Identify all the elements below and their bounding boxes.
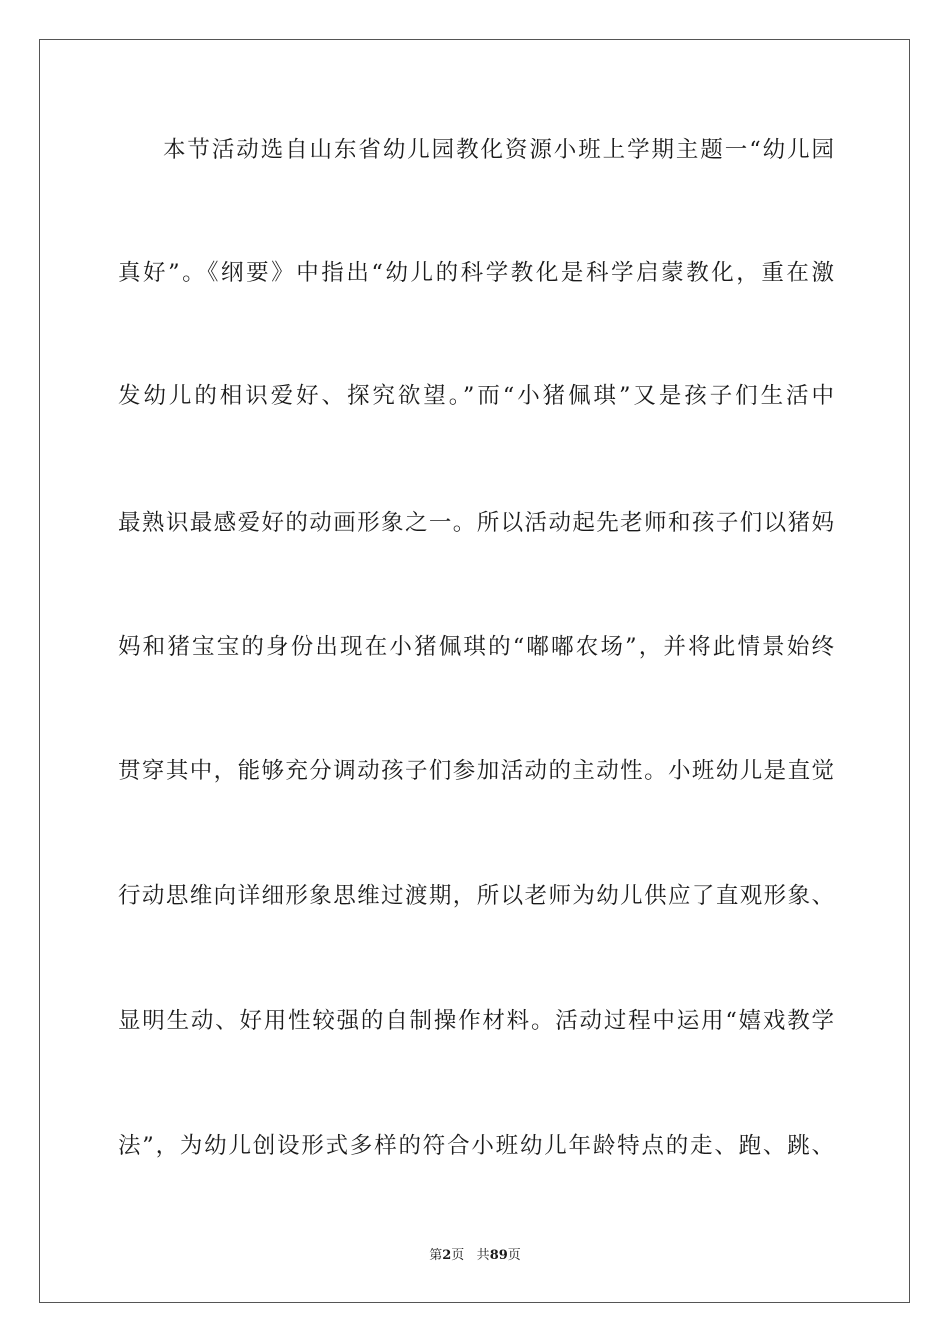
paragraph-line-6: 贯穿其中，能够充分调动孩子们参加活动的主动性。小班幼儿是直觉 [118, 758, 834, 784]
paragraph-line-4: 最熟识最感爱好的动画形象之一。所以活动起先老师和孩子们以猪妈 [118, 510, 834, 536]
paragraph-line-2: 真好”。《纲要》中指出“幼儿的科学教化是科学启蒙教化，重在激 [118, 260, 834, 286]
paragraph-line-5: 妈和猪宝宝的身份出现在小猪佩琪的“嘟嘟农场”，并将此情景始终 [118, 634, 834, 660]
footer-total-prefix: 共 [476, 1248, 490, 1263]
footer-page-number: 2 [442, 1248, 452, 1263]
footer-page-prefix: 第 [429, 1248, 443, 1263]
paragraph-line-9: 法”，为幼儿创设形式多样的符合小班幼儿年龄特点的走、跑、跳、 [118, 1133, 834, 1159]
paragraph-line-7: 行动思维向详细形象思维过渡期，所以老师为幼儿供应了直观形象、 [118, 883, 834, 909]
footer-total-pages: 89 [489, 1248, 508, 1263]
paragraph-line-8: 显明生动、好用性较强的自制操作材料。活动过程中运用“嬉戏教学 [118, 1008, 834, 1034]
page-footer [0, 1247, 950, 1265]
footer-total-suffix: 页 [507, 1248, 521, 1263]
footer-page-suffix: 页 [451, 1248, 465, 1263]
paragraph-line-1: 本节活动选自山东省幼儿园教化资源小班上学期主题一“幼儿园 [163, 137, 834, 163]
page-border [39, 39, 910, 1303]
paragraph-line-3: 发幼儿的相识爱好、探究欲望。”而“小猪佩琪”又是孩子们生活中 [118, 383, 834, 409]
